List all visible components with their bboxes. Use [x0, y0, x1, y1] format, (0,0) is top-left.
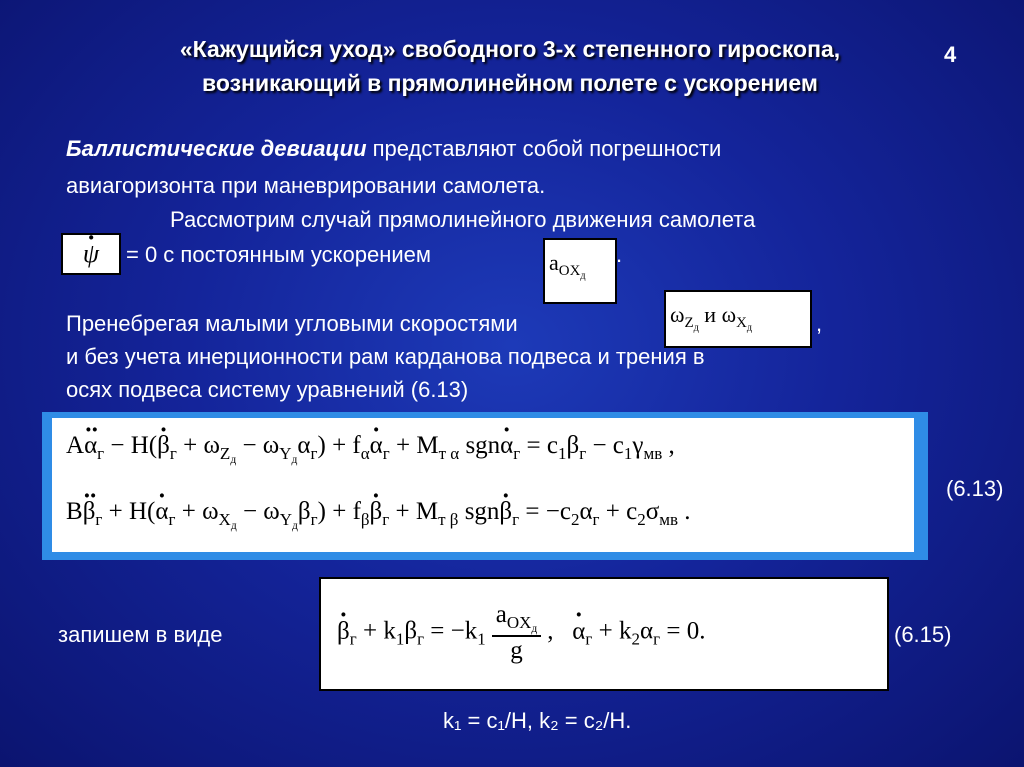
para1-line2: авиагоризонта при маневрировании самолета. — [66, 173, 546, 198]
para2-end: . — [616, 242, 623, 267]
para1-rest: представляют собой погрешности — [366, 136, 722, 161]
acceleration-formula-box: $a_{OX_д}$ — [543, 238, 617, 304]
k-definition: k₁ = c₁/H, k₂ = c₂/H. — [443, 708, 632, 733]
para2-line1: Рассмотрим случай прямолинейного движения самолета — [170, 207, 756, 232]
slide-title — [60, 32, 960, 100]
para3-comma: , — [816, 311, 823, 336]
equation-6-15: · $\beta_г + k_1\beta_г = -k_1$ $\frac{a_{OX_д}}{g}$ , · $\alpha_г + k_2\alpha_г = 0$. — [337, 601, 705, 665]
eq-6-15-label: (6.15) — [894, 622, 952, 647]
angular-velocities-box: $\omega_{Z_д}$ и $\omega_{X_д}$ — [664, 290, 812, 348]
term-ballistic-deviations: Баллистические девиации — [66, 136, 367, 161]
title-line-1: «Кажущийся уход» свободного 3-х степенного гироскопа, — [179, 36, 841, 62]
equations-6-13-box — [52, 418, 914, 552]
paragraph-ballistic — [66, 134, 721, 164]
equation-6-13-line-1: $A\cdot\cdot \alpha_г - H(\cdot \beta_г + \omega_{Z_д} - \omega_{Y_д}\alpha_г) + f_\alpha\cdot \alpha_г + M_{т \alpha}$ $sgn\cdot \alpha_г = c_1\beta_г - c_1\gamma_{мв}$ , — [66, 432, 675, 466]
para3-line3: осях подвеса систему уравнений (6.13) — [66, 377, 469, 402]
equation-6-13-line-2: $B\cdot\cdot \beta_г + H(\cdot \alpha_г + \omega_{X_д} - \omega_{Y_д}\beta_г) + f_\beta\cdot \beta_г + M_{т \beta}$ $sgn\cdot \beta_г = -c_2\alpha_г + c_2\sigma_{мв}$ . — [66, 498, 691, 532]
write-as-label: запишем в виде — [58, 622, 223, 647]
title-line-2: возникающий в прямолинейном полете с ускорением — [202, 70, 818, 96]
page-number: 4 — [944, 42, 957, 67]
psi-dot-box: · ψ — [61, 233, 121, 275]
equations-6-13-panel — [42, 412, 928, 560]
para2-eq: = 0 с постоянным ускорением — [126, 242, 432, 267]
equation-6-15-box — [319, 577, 889, 691]
eq-6-13-label: (6.13) — [946, 476, 1004, 501]
para3-line1: Пренебрегая малыми угловыми скоростями — [66, 311, 518, 336]
para3-line2: и без учета инерционности рам карданова подвеса и трения в — [66, 344, 705, 369]
